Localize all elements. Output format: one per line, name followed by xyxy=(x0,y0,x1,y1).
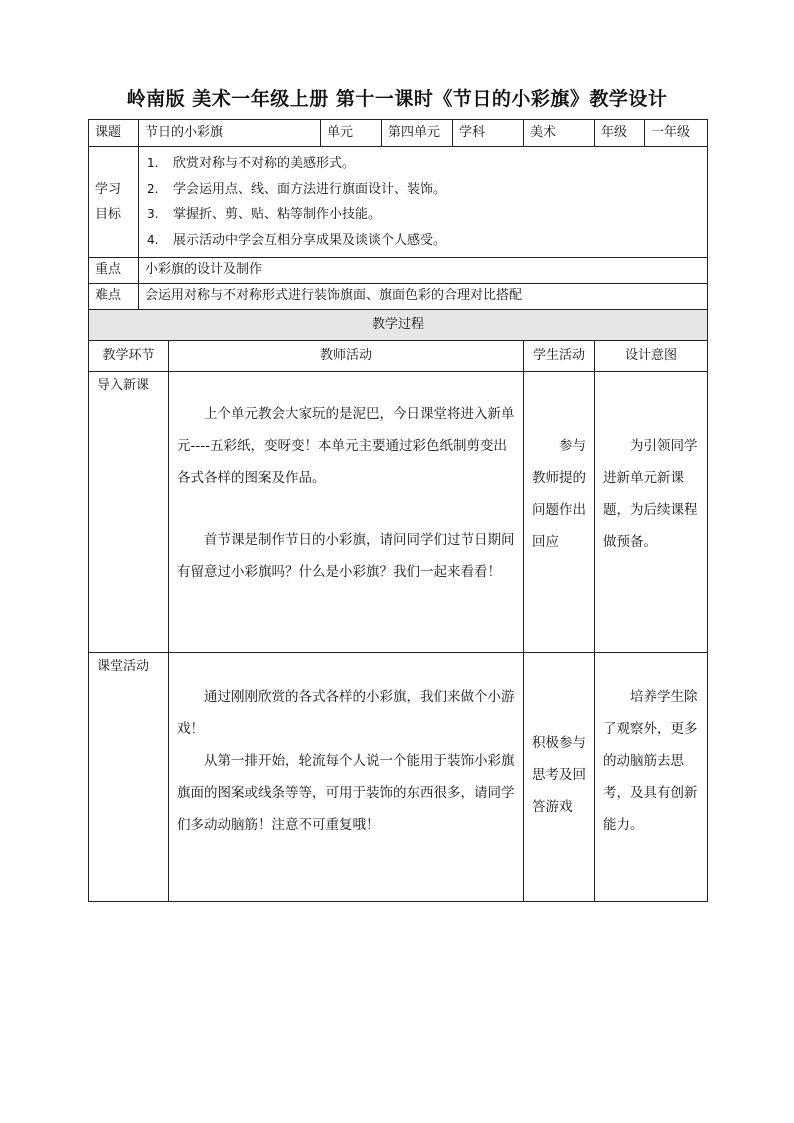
column-header-student: 学生活动 xyxy=(524,341,595,372)
document-title: 岭南版 美术一年级上册 第十一课时《节日的小彩旗》教学设计 xyxy=(126,88,668,110)
difficulty-value: 会运用对称与不对称形式进行装饰旗面、旗面色彩的合理对比搭配 xyxy=(139,284,708,310)
goals-label-line1: 学习 xyxy=(95,182,122,197)
lesson-plan-table xyxy=(88,119,708,902)
key-point-row xyxy=(89,258,708,284)
goals-list xyxy=(139,147,708,258)
goal-item xyxy=(147,202,699,228)
student-activity-text: 积极参与思考及回答游戏 xyxy=(532,734,587,815)
teacher-paragraph: 通过刚刚欣赏的各式各样的小彩旗，我们来做个小游戏！ xyxy=(177,689,515,737)
goal-number: 2. xyxy=(147,181,159,196)
goals-row xyxy=(89,147,708,258)
key-point-value: 小彩旗的设计及制作 xyxy=(139,258,708,284)
stage-cell: 课堂活动 xyxy=(89,653,169,902)
topic-value: 节日的小彩旗 xyxy=(139,120,321,147)
teacher-paragraph: 首节课是制作节日的小彩旗，请问同学们过节日期间有留意过小彩旗吗？什么是小彩旗？我们一起来看看！ xyxy=(177,532,515,580)
grade-value: 一年级 xyxy=(645,120,708,147)
goal-number: 3. xyxy=(147,207,159,221)
teacher-paragraph: 从第一排开始，轮流每个人说一个能用于装饰小彩旗旗面的图案或线条等等，可用于装饰的东西很多，请同学们多动动脑筋！注意不可重复哦！ xyxy=(177,753,515,833)
design-intent-text: 为引领同学进新单元新课题，为后续课程做预备。 xyxy=(603,438,698,550)
goal-item xyxy=(147,177,699,203)
teacher-activity-cell xyxy=(169,653,524,902)
process-header-row xyxy=(89,310,708,341)
process-header: 教学过程 xyxy=(89,310,708,341)
design-intent-cell xyxy=(595,653,708,902)
teacher-paragraph: 上个单元教会大家玩的是泥巴，今日课堂将进入新单元----五彩纸，变呀变！本单元主要通过彩色纸制剪变出各式各样的图案及作品。 xyxy=(177,406,515,486)
student-activity-cell xyxy=(524,653,595,902)
student-activity-cell xyxy=(524,372,595,653)
column-header-stage: 教学环节 xyxy=(89,341,169,372)
goal-text: 展示活动中学会互相分享成果及谈谈个人感受。 xyxy=(173,232,447,248)
topic-label: 课题 xyxy=(89,120,139,147)
design-intent-text: 培养学生除了观察外，更多的动脑筋去思考，及具有创新能力。 xyxy=(603,689,698,833)
unit-label: 单元 xyxy=(321,120,382,147)
goal-text: 欣赏对称与不对称的美感形式。 xyxy=(173,156,356,171)
subject-value: 美术 xyxy=(524,120,595,147)
goals-label-line2: 目标 xyxy=(95,207,122,222)
process-column-headers xyxy=(89,341,708,372)
goals-label xyxy=(89,147,139,258)
goal-number: 4. xyxy=(147,232,159,247)
column-header-intent: 设计意图 xyxy=(595,341,708,372)
difficulty-row xyxy=(89,284,708,310)
stage-cell: 导入新课 xyxy=(89,372,169,653)
process-row-activity xyxy=(89,653,708,902)
design-intent-cell xyxy=(595,372,708,653)
goal-text: 学会运用点、线、面方法进行旗面设计、装饰。 xyxy=(173,181,447,197)
goal-text: 掌握折、剪、贴、粘等制作小技能。 xyxy=(173,207,382,222)
difficulty-label: 难点 xyxy=(89,284,139,310)
info-row xyxy=(89,120,708,147)
process-row-intro xyxy=(89,372,708,653)
unit-value: 第四单元 xyxy=(382,120,453,147)
teacher-activity-cell xyxy=(169,372,524,653)
student-activity-text: 参与教师提的问题作出回应 xyxy=(532,438,587,550)
grade-label: 年级 xyxy=(595,120,645,147)
column-header-teacher: 教师活动 xyxy=(169,341,524,372)
goal-item xyxy=(147,151,699,177)
subject-label: 学科 xyxy=(453,120,524,147)
goal-number: 1. xyxy=(147,156,159,170)
goal-item xyxy=(147,228,699,254)
key-point-label: 重点 xyxy=(89,258,139,284)
